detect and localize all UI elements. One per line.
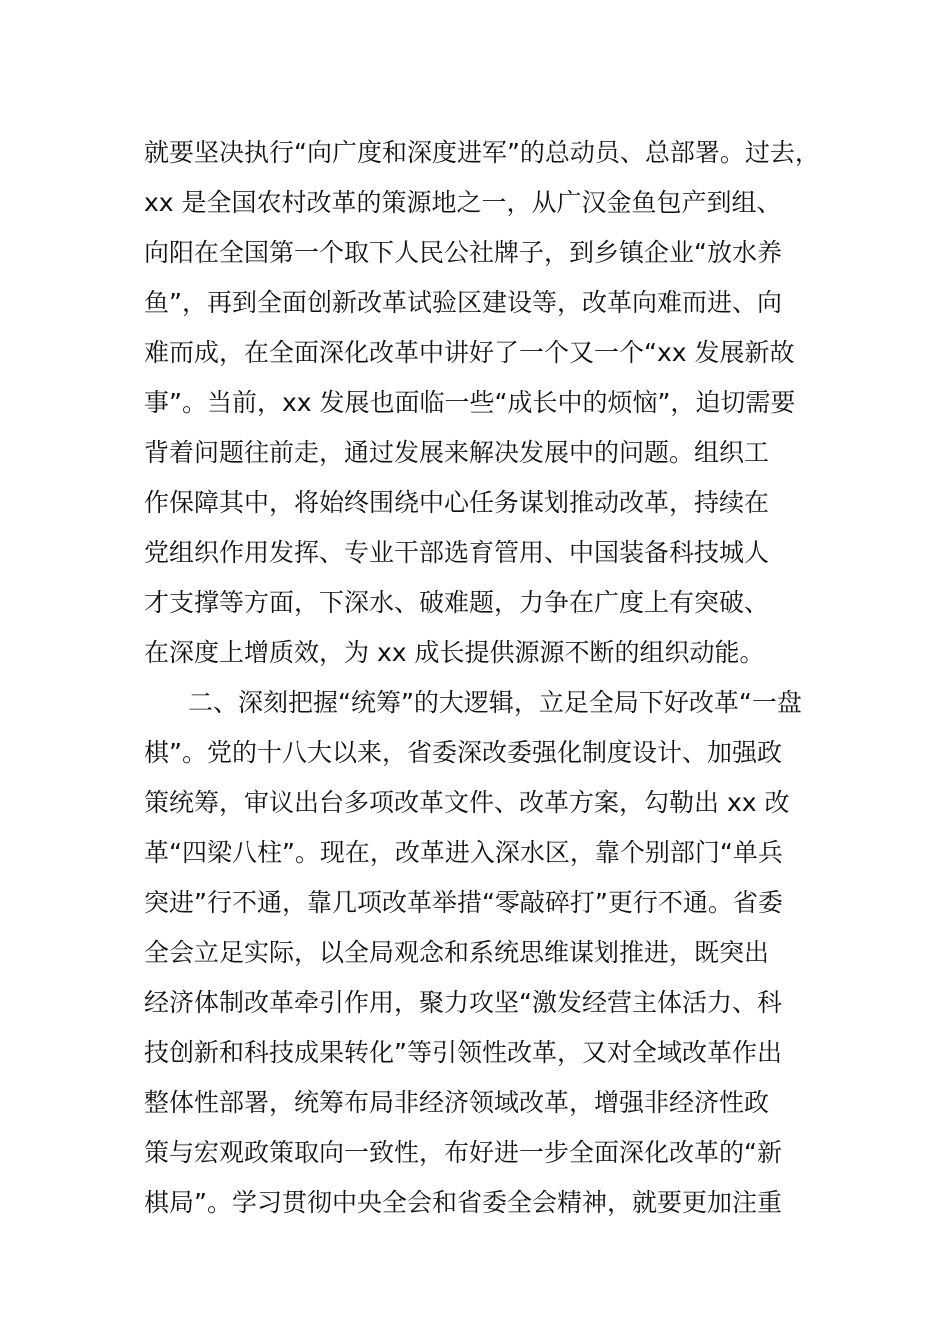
text-line-2: xx 是全国农村改革的策源地之一，从广汉金鱼包产到组、 <box>144 188 782 217</box>
text-line-20: 整体性部署，统筹布局非经济领域改革，增强非经济性政 <box>144 1088 770 1117</box>
document-body <box>144 128 834 1228</box>
text-line-4: 鱼”，再到全面创新改革试验区建设等，改革向难而进、向 <box>144 288 782 317</box>
text-line-5: 难而成，在全面深化改革中讲好了一个又一个“xx 发展新故 <box>144 338 795 367</box>
text-line-14: 策统筹，审议出台多项改革文件、改革方案，勾勒出 xx 改 <box>144 788 790 817</box>
text-line-6: 事”。当前，xx 发展也面临一些“成长中的烦恼”，迫切需要 <box>144 388 796 417</box>
text-line-17: 全会立足实际，以全局观念和系统思维谋划推进，既突出 <box>144 938 770 967</box>
text-line-13: 棋”。党的十八大以来，省委深改委强化制度设计、加强政 <box>144 738 782 767</box>
section-heading-line: 二、深刻把握“统筹”的大逻辑，立足全局下好改革“一盘 <box>188 688 802 717</box>
text-line-3: 向阳在全国第一个取下人民公社牌子，到乡镇企业“放水养 <box>144 238 782 267</box>
text-line-21: 策与宏观政策取向一致性，布好进一步全面深化改革的“新 <box>144 1138 782 1167</box>
text-line-11: 在深度上增质效，为 xx 成长提供源源不断的组织动能。 <box>144 638 765 667</box>
text-line-19: 技创新和科技成果转化”等引领性改革，又对全域改革作出 <box>144 1038 782 1067</box>
text-line-10: 才支撑等方面，下深水、破难题，力争在广度上有突破、 <box>144 588 770 617</box>
text-line-1: 就要坚决执行“向广度和深度进军”的总动员、总部署。过去， <box>144 138 820 167</box>
text-line-16: 突进”行不通，靠几项改革举措“零敲碎打”更行不通。省委 <box>144 888 783 917</box>
text-line-18: 经济体制改革牵引作用，聚力攻坚“激发经营主体活力、科 <box>144 988 782 1017</box>
text-line-22: 棋局”。学习贯彻中央全会和省委全会精神，就要更加注重 <box>144 1188 782 1217</box>
text-line-7: 背着问题往前走，通过发展来解决发展中的问题。组织工 <box>144 438 770 467</box>
text-line-9: 党组织作用发挥、专业干部选育管用、中国装备科技城人 <box>144 538 770 567</box>
text-line-8: 作保障其中，将始终围绕中心任务谋划推动改革，持续在 <box>144 488 770 517</box>
text-line-15: 革“四梁八柱”。现在，改革进入深水区，靠个别部门“单兵 <box>144 838 783 867</box>
